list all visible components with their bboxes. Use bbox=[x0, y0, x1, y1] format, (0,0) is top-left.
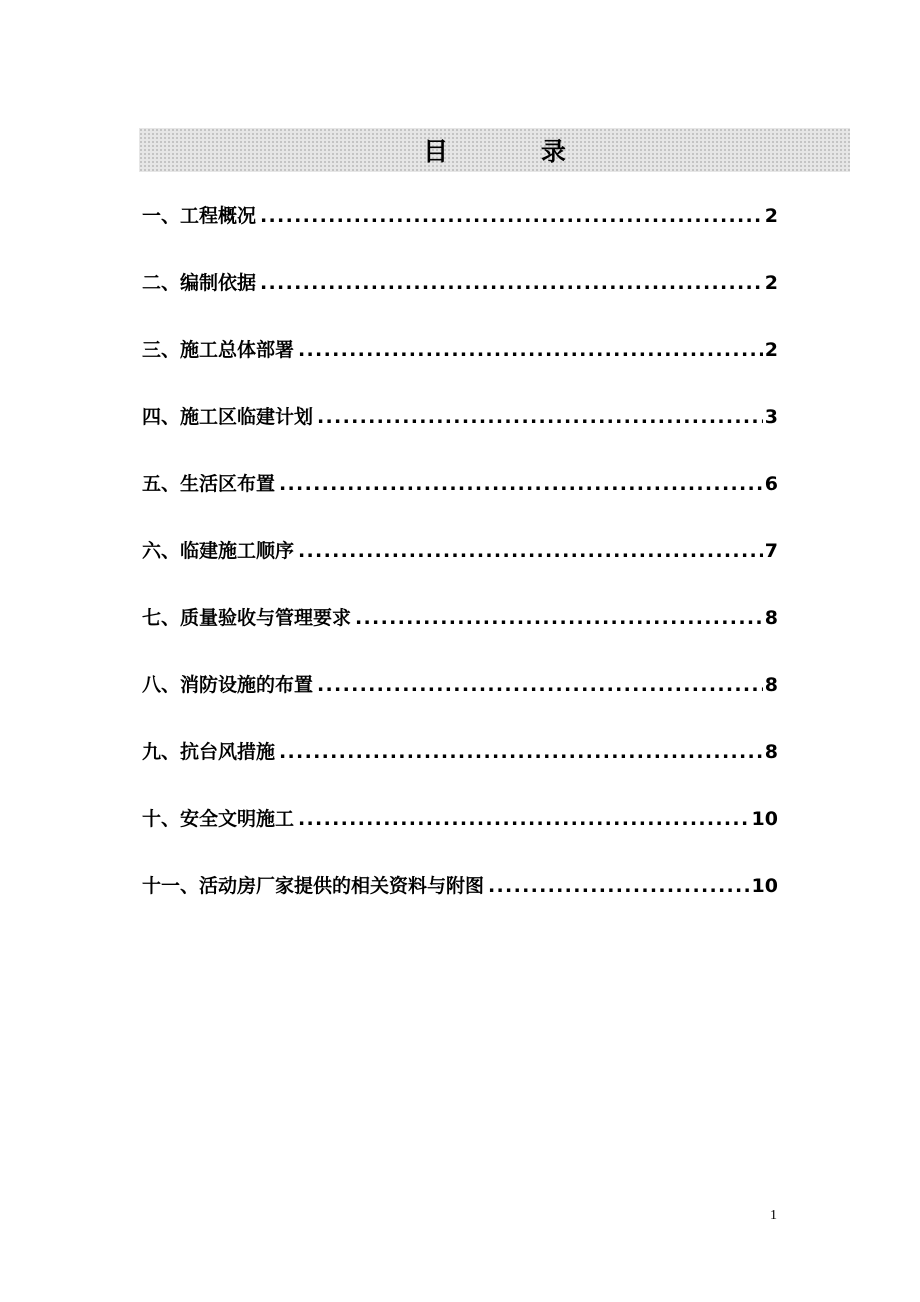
toc-entry-page: 8 bbox=[764, 607, 778, 629]
toc-dot-leader bbox=[317, 668, 763, 702]
toc-entry-page: 3 bbox=[764, 406, 778, 428]
toc-dot-leader bbox=[260, 266, 763, 300]
toc-entry-page: 6 bbox=[764, 473, 778, 495]
toc-entry-label: 四、施工区临建计划 bbox=[142, 406, 314, 428]
toc-entry-label: 六、临建施工顺序 bbox=[142, 540, 295, 562]
toc-entry-label: 九、抗台风措施 bbox=[142, 741, 276, 763]
toc-dot-leader bbox=[298, 534, 763, 568]
toc-entry[interactable] bbox=[142, 266, 778, 333]
toc-entry[interactable] bbox=[142, 869, 778, 936]
table-of-contents bbox=[142, 199, 778, 936]
toc-entry[interactable] bbox=[142, 333, 778, 400]
toc-entry[interactable] bbox=[142, 534, 778, 601]
toc-entry[interactable] bbox=[142, 668, 778, 735]
toc-entry[interactable] bbox=[142, 467, 778, 534]
toc-entry-page: 8 bbox=[764, 741, 778, 763]
toc-entry-label: 三、施工总体部署 bbox=[142, 339, 295, 361]
toc-entry[interactable] bbox=[142, 400, 778, 467]
toc-entry-label: 十一、活动房厂家提供的相关资料与附图 bbox=[142, 875, 485, 897]
toc-entry-page: 7 bbox=[764, 540, 778, 562]
toc-entry[interactable] bbox=[142, 802, 778, 869]
toc-title-bar bbox=[139, 128, 850, 172]
toc-entry-label: 八、消防设施的布置 bbox=[142, 674, 314, 696]
toc-dot-leader bbox=[279, 467, 763, 501]
toc-entry-page: 2 bbox=[764, 339, 778, 361]
toc-entry[interactable] bbox=[142, 735, 778, 802]
toc-entry-label: 七、质量验收与管理要求 bbox=[142, 607, 352, 629]
toc-entry[interactable] bbox=[142, 601, 778, 668]
toc-dot-leader bbox=[317, 400, 763, 434]
toc-entry-page: 10 bbox=[751, 875, 778, 897]
toc-entry-page: 2 bbox=[764, 272, 778, 294]
toc-entry-label: 二、编制依据 bbox=[142, 272, 257, 294]
toc-entry-label: 一、工程概况 bbox=[142, 205, 257, 227]
toc-entry-page: 2 bbox=[764, 205, 778, 227]
toc-entry-label: 十、安全文明施工 bbox=[142, 808, 295, 830]
toc-entry[interactable] bbox=[142, 199, 778, 266]
toc-dot-leader bbox=[298, 333, 763, 367]
toc-dot-leader bbox=[260, 199, 763, 233]
page-number: 1 bbox=[770, 1208, 777, 1223]
toc-dot-leader bbox=[279, 735, 763, 769]
toc-dot-leader bbox=[488, 869, 750, 903]
toc-entry-label: 五、生活区布置 bbox=[142, 473, 276, 495]
toc-entry-page: 8 bbox=[764, 674, 778, 696]
toc-dot-leader bbox=[355, 601, 763, 635]
toc-entry-page: 10 bbox=[751, 808, 778, 830]
toc-dot-leader bbox=[298, 802, 750, 836]
toc-title: 目 录 bbox=[423, 137, 608, 166]
